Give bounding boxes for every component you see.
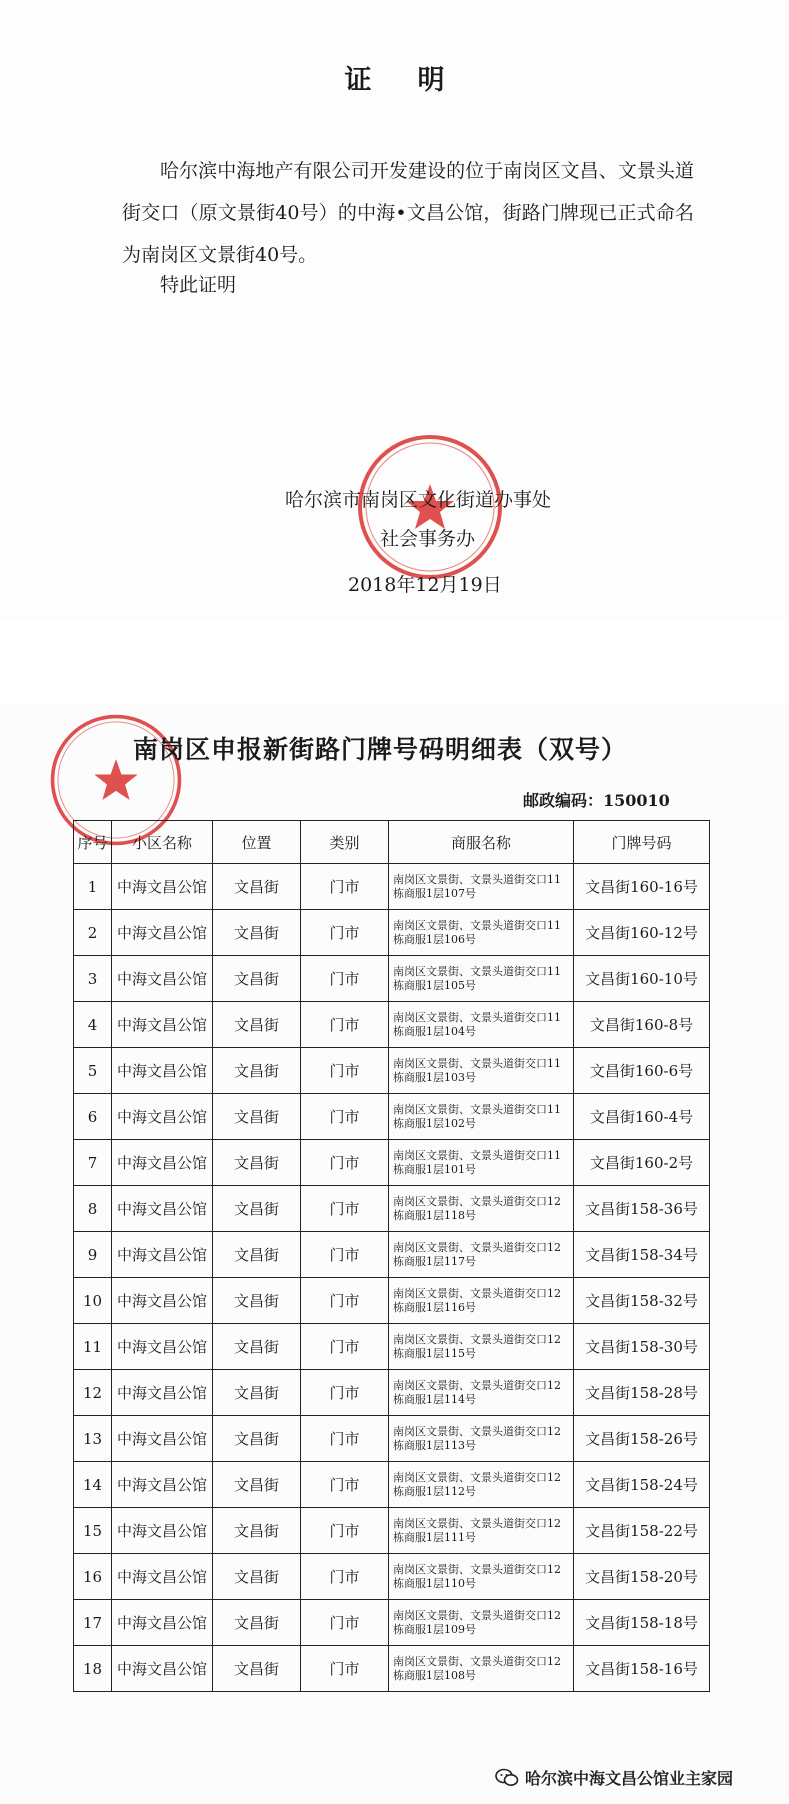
page-gap (0, 620, 789, 704)
door-number: 文昌街158-26号 (574, 1416, 710, 1462)
table-row (74, 1048, 710, 1094)
table-row (74, 1416, 710, 1462)
header-category: 类别 (301, 821, 389, 864)
table-row (74, 1600, 710, 1646)
door-number: 文昌街160-10号 (574, 956, 710, 1002)
community-name: 中海文昌公馆 (112, 1370, 213, 1416)
row-number: 4 (74, 1002, 112, 1048)
table-title: 南岗区申报新街路门牌号码明细表（双号） (132, 735, 627, 764)
door-number: 文昌街158-36号 (574, 1186, 710, 1232)
row-number: 10 (74, 1278, 112, 1324)
table-row (74, 864, 710, 910)
community-name: 中海文昌公馆 (112, 910, 213, 956)
table-row (74, 1002, 710, 1048)
table-row (74, 1508, 710, 1554)
row-number: 12 (74, 1370, 112, 1416)
category: 门市 (301, 1232, 389, 1278)
shop-name: 南岗区文景街、文景头道街交口11栋商服1层103号 (389, 1048, 574, 1094)
location: 文昌街 (213, 1554, 301, 1600)
shop-name: 南岗区文景街、文景头道街交口11栋商服1层107号 (389, 864, 574, 910)
category: 门市 (301, 1140, 389, 1186)
door-number-table (73, 820, 710, 1692)
community-name: 中海文昌公馆 (112, 1508, 213, 1554)
postal-code: 邮政编码：150010 (523, 791, 670, 810)
door-number: 文昌街158-32号 (574, 1278, 710, 1324)
category: 门市 (301, 1508, 389, 1554)
community-name: 中海文昌公馆 (112, 1002, 213, 1048)
row-number: 14 (74, 1462, 112, 1508)
shop-name: 南岗区文景街、文景头道街交口12栋商服1层108号 (389, 1646, 574, 1692)
shop-name: 南岗区文景街、文景头道街交口12栋商服1层117号 (389, 1232, 574, 1278)
location: 文昌街 (213, 1370, 301, 1416)
table-row (74, 1186, 710, 1232)
location: 文昌街 (213, 1646, 301, 1692)
shop-name: 南岗区文景街、文景头道街交口12栋商服1层113号 (389, 1416, 574, 1462)
door-number: 文昌街158-22号 (574, 1508, 710, 1554)
category: 门市 (301, 864, 389, 910)
door-number: 文昌街158-18号 (574, 1600, 710, 1646)
category: 门市 (301, 1094, 389, 1140)
issuer-name: 哈尔滨市南岗区文化街道办事处 (285, 489, 552, 511)
row-number: 7 (74, 1140, 112, 1186)
community-name: 中海文昌公馆 (112, 1186, 213, 1232)
door-number: 文昌街160-8号 (574, 1002, 710, 1048)
table-row (74, 1324, 710, 1370)
location: 文昌街 (213, 1324, 301, 1370)
door-number: 文昌街160-6号 (574, 1048, 710, 1094)
certificate-closing: 特此证明 (160, 274, 237, 296)
door-number: 文昌街158-20号 (574, 1554, 710, 1600)
community-name: 中海文昌公馆 (112, 864, 213, 910)
location: 文昌街 (213, 910, 301, 956)
issuer-department: 社会事务办 (380, 528, 476, 550)
table-row (74, 1278, 710, 1324)
row-number: 16 (74, 1554, 112, 1600)
header-community: 小区名称 (112, 821, 213, 864)
shop-name: 南岗区文景街、文景头道街交口11栋商服1层104号 (389, 1002, 574, 1048)
header-location: 位置 (213, 821, 301, 864)
row-number: 2 (74, 910, 112, 956)
category: 门市 (301, 1186, 389, 1232)
shop-name: 南岗区文景街、文景头道街交口12栋商服1层112号 (389, 1462, 574, 1508)
community-name: 中海文昌公馆 (112, 1232, 213, 1278)
row-number: 15 (74, 1508, 112, 1554)
community-name: 中海文昌公馆 (112, 1048, 213, 1094)
row-number: 3 (74, 956, 112, 1002)
shop-name: 南岗区文景街、文景头道街交口12栋商服1层109号 (389, 1600, 574, 1646)
community-name: 中海文昌公馆 (112, 1094, 213, 1140)
table-row (74, 1094, 710, 1140)
table-row (74, 1370, 710, 1416)
issue-date: 2018年12月19日 (348, 574, 502, 596)
community-name: 中海文昌公馆 (112, 1462, 213, 1508)
location: 文昌街 (213, 864, 301, 910)
row-number: 6 (74, 1094, 112, 1140)
location: 文昌街 (213, 1048, 301, 1094)
row-number: 5 (74, 1048, 112, 1094)
category: 门市 (301, 1370, 389, 1416)
table-row (74, 1140, 710, 1186)
location: 文昌街 (213, 1002, 301, 1048)
location: 文昌街 (213, 1186, 301, 1232)
shop-name: 南岗区文景街、文景头道街交口11栋商服1层101号 (389, 1140, 574, 1186)
watermark-text: 哈尔滨中海文昌公馆业主家园 (525, 1769, 734, 1788)
shop-name: 南岗区文景街、文景头道街交口12栋商服1层116号 (389, 1278, 574, 1324)
table-row (74, 956, 710, 1002)
category: 门市 (301, 1324, 389, 1370)
row-number: 8 (74, 1186, 112, 1232)
location: 文昌街 (213, 956, 301, 1002)
door-number: 文昌街158-34号 (574, 1232, 710, 1278)
community-name: 中海文昌公馆 (112, 1278, 213, 1324)
row-number: 1 (74, 864, 112, 910)
category: 门市 (301, 1278, 389, 1324)
category: 门市 (301, 910, 389, 956)
row-number: 18 (74, 1646, 112, 1692)
certificate-title: 证明 (344, 65, 491, 96)
location: 文昌街 (213, 1232, 301, 1278)
category: 门市 (301, 1462, 389, 1508)
community-name: 中海文昌公馆 (112, 1140, 213, 1186)
community-name: 中海文昌公馆 (112, 1554, 213, 1600)
category: 门市 (301, 1600, 389, 1646)
location: 文昌街 (213, 1140, 301, 1186)
location: 文昌街 (213, 1600, 301, 1646)
header-no: 序号 (74, 821, 112, 864)
door-number: 文昌街158-28号 (574, 1370, 710, 1416)
location: 文昌街 (213, 1508, 301, 1554)
table-row (74, 1462, 710, 1508)
community-name: 中海文昌公馆 (112, 1600, 213, 1646)
community-name: 中海文昌公馆 (112, 1324, 213, 1370)
table-row (74, 1554, 710, 1600)
category: 门市 (301, 1048, 389, 1094)
door-number: 文昌街158-30号 (574, 1324, 710, 1370)
community-name: 中海文昌公馆 (112, 956, 213, 1002)
shop-name: 南岗区文景街、文景头道街交口12栋商服1层111号 (389, 1508, 574, 1554)
location: 文昌街 (213, 1462, 301, 1508)
location: 文昌街 (213, 1094, 301, 1140)
category: 门市 (301, 1554, 389, 1600)
shop-name: 南岗区文景街、文景头道街交口12栋商服1层115号 (389, 1324, 574, 1370)
wechat-icon (495, 1768, 519, 1788)
shop-name: 南岗区文景街、文景头道街交口12栋商服1层114号 (389, 1370, 574, 1416)
shop-name: 南岗区文景街、文景头道街交口11栋商服1层106号 (389, 910, 574, 956)
category: 门市 (301, 1646, 389, 1692)
header-shop: 商服名称 (389, 821, 574, 864)
category: 门市 (301, 956, 389, 1002)
table-row (74, 1646, 710, 1692)
category: 门市 (301, 1416, 389, 1462)
table-header-row (74, 821, 710, 864)
door-number: 文昌街160-4号 (574, 1094, 710, 1140)
community-name: 中海文昌公馆 (112, 1416, 213, 1462)
shop-name: 南岗区文景街、文景头道街交口11栋商服1层105号 (389, 956, 574, 1002)
location: 文昌街 (213, 1278, 301, 1324)
community-name: 中海文昌公馆 (112, 1646, 213, 1692)
door-number: 文昌街158-24号 (574, 1462, 710, 1508)
wechat-watermark (495, 1766, 733, 1789)
header-door-number: 门牌号码 (574, 821, 710, 864)
door-number: 文昌街160-12号 (574, 910, 710, 956)
table-row (74, 910, 710, 956)
category: 门市 (301, 1002, 389, 1048)
row-number: 11 (74, 1324, 112, 1370)
row-number: 13 (74, 1416, 112, 1462)
row-number: 9 (74, 1232, 112, 1278)
location: 文昌街 (213, 1416, 301, 1462)
table-row (74, 1232, 710, 1278)
shop-name: 南岗区文景街、文景头道街交口12栋商服1层118号 (389, 1186, 574, 1232)
shop-name: 南岗区文景街、文景头道街交口12栋商服1层110号 (389, 1554, 574, 1600)
shop-name: 南岗区文景街、文景头道街交口11栋商服1层102号 (389, 1094, 574, 1140)
door-number: 文昌街160-2号 (574, 1140, 710, 1186)
door-number: 文昌街160-16号 (574, 864, 710, 910)
certificate-body: 哈尔滨中海地产有限公司开发建设的位于南岗区文昌、文景头道街交口（原文景街40号）的中海•文昌公馆，街路门牌现已正式命名为南岗区文景街40号。 (122, 160, 694, 266)
door-number: 文昌街158-16号 (574, 1646, 710, 1692)
row-number: 17 (74, 1600, 112, 1646)
